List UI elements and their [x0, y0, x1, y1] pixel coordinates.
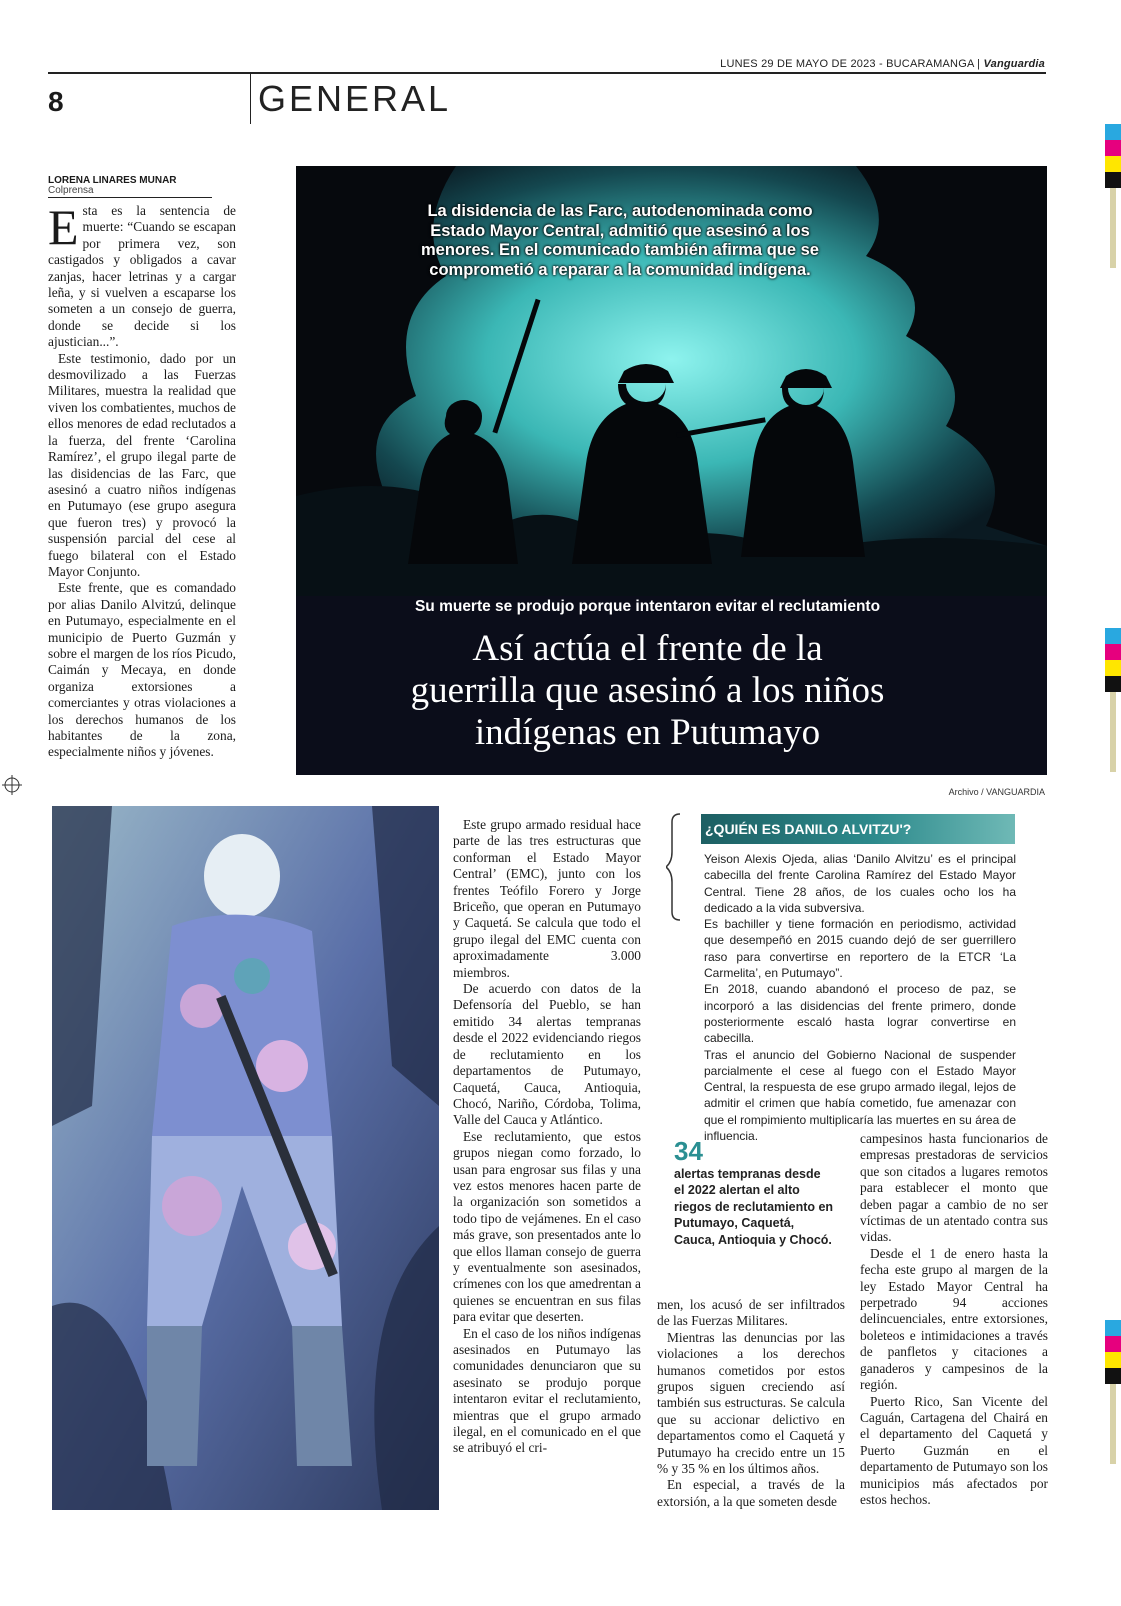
- body-paragraph: campesinos hasta funcionarios de empresas prestadoras de servicios que son citados a lugares remotos para establecer el monto que deben pagar a cambio de no ser víctimas de un atentado contra sus vidas.: [860, 1131, 1048, 1245]
- soldier-photo: [52, 806, 439, 1510]
- body-paragraph: De acuerdo con datos de la Defensoría del Pueblo, se han emitido 34 alertas tempranas desde el 2022 evidenciando riegos de reclutamiento en los departamentos de Putumayo, Caquetá, Cauca, Antioquia, Chocó, Nariño, Córdoba, Tolima, Valle del Cauca y Atlántico.: [453, 981, 641, 1128]
- headline-line: Así actúa el frente de la: [472, 628, 823, 669]
- author-name: LORENA LINARES MUNAR: [48, 175, 177, 186]
- lead-column: [48, 199, 236, 761]
- body-paragraph: Mientras las denuncias por las violaciones a los derechos humanos cometidos por estos grupos siguen creciendo así también sus estructuras. Se calcula que su accionar delictivo en departamentos como el Caquetá y Putumayo ha crecido entre un 15 % y 35 % en los últimos años.: [657, 1329, 845, 1477]
- sidebar-title: ¿QUIÉN ES DANILO ALVITZU'?: [701, 814, 1015, 844]
- photo-credit: Archivo / VANGUARDIA: [948, 787, 1045, 797]
- registration-mark: [1105, 628, 1121, 772]
- agency-name: Colprensa: [48, 185, 94, 196]
- section-title: GENERAL: [258, 78, 452, 119]
- sidebar-paragraph: Tras el anuncio del Gobierno Nacional de suspender parcialmente el cese al fuego con el Estado Mayor Central, la respuesta de ese grupo armado ilegal, lejos de admitir el crimen que había cometido, fue amenazar con que el rompimiento multiplicaría las muertes en su área de influencia.: [704, 1047, 1016, 1144]
- section-divider: [250, 72, 251, 124]
- body-paragraph: men, los acusó de ser infiltrados de las Fuerzas Militares.: [657, 1297, 845, 1329]
- box-bracket: [666, 812, 696, 922]
- dateline: [720, 58, 1045, 70]
- body-column-d: [860, 1131, 1048, 1508]
- crosshair-icon: [2, 775, 22, 795]
- registration-mark: [1105, 1320, 1121, 1464]
- sidebar-body: [704, 851, 1016, 1144]
- body-paragraph: Ese reclutamiento, que estos grupos niegan como forzado, lo usan para engrosar sus filas y una vez estos menores hacen parte de la organización son sometidos a todo tipo de vejámenes. En el caso más grave, son presentados ante lo que ellos llaman consejo de guerra y eventualmente son asesinados, crímenes con los que amedrentan a quienes se encuentran en sus filas para evitar que deserten.: [453, 1128, 641, 1325]
- page-number: 8: [48, 86, 64, 117]
- body-paragraph: Puerto Rico, San Vicente del Caguán, Cartagena del Chairá en el departamento del Caquetá y Puerto Guzmán en el departamento de Putumayo son los municipios más afectados por estos hechos.: [860, 1393, 1048, 1507]
- sidebar-paragraph: Es bachiller y tiene formación en periodismo, actividad que desempeñó en 2015 cuando dejó de ser guerrillero raso para convertirse en reportero de la ETCR ‘La Carmelita’, en Putumayo”.: [704, 917, 1016, 981]
- lead-paragraph: Esta es la sentencia de muerte: “Cuando se escapan por primera vez, son castigados y obligados a cavar zanjas, hacer letrinas y a cargar leña, y si vuelven a escaparse los someten a un consejo de guerra, donde se decide si los ajustician...”.: [48, 199, 236, 350]
- hero-caption: La disidencia de las Farc, autodenominada como Estado Mayor Central, admitió que asesinó a los menores. En el comunicado también afirma que se comprometió a reparar a la comunidad indígena.: [421, 202, 819, 279]
- body-paragraph: En especial, a través de la extorsión, a la que someten desde: [657, 1477, 845, 1509]
- headline-line: indígenas en Putumayo: [474, 712, 821, 753]
- kicker: Su muerte se produjo porque intentaron evitar el reclutamiento: [414, 598, 881, 615]
- header-rule: [48, 72, 1046, 74]
- body-column-c: [657, 1297, 845, 1510]
- headline-line: guerrilla que asesinó a los niños: [410, 670, 885, 711]
- headline: [296, 628, 999, 754]
- stat-number: 34: [674, 1136, 703, 1166]
- body-paragraph: Desde el 1 de enero hasta la fecha este grupo al margen de la ley Estado Mayor Central ha perpetrado 94 acciones delincuenciales, entre extorsiones, boleteos e intimidaciones a través de panfletos y citaciones a ganaderos y campesinos de la región.: [860, 1245, 1048, 1393]
- body-column-middle: [453, 817, 641, 1457]
- dateline-text: LUNES 29 DE MAYO DE 2023 - BUCARAMANGA: [720, 58, 974, 70]
- sidebar-paragraph: En 2018, cuando abandonó el proceso de paz, se incorporó a las disidencias del frente primero, donde posteriormente escaló hasta lograr convertirse en cabecilla.: [704, 982, 1016, 1046]
- brand-logo: | Vanguardia: [977, 58, 1045, 70]
- registration-mark: [1105, 124, 1121, 268]
- lead-paragraph: Este frente, que es comandado por alias Danilo Alvitzú, delinque en Putumayo, especialmente en el municipio de Puerto Guzmán y sobre el margen de los ríos Picudo, Caimán y Mecaya, en donde organiza extorsiones a comerciantes y otras violaciones a los derechos humanos de los habitantes de la zona, especialmente niños y jóvenes.: [48, 580, 236, 760]
- body-paragraph: Este grupo armado residual hace parte de las tres estructuras que conforman el Estado Mayor Central’ (EMC), junto con los frentes Teófilo Forero y Jorge Briceño, que operan en Putumayo y Caquetá. Se calcula que todo el grupo ilegal del EMC cuenta con aproximadamente 3.000 miembros.: [453, 817, 641, 980]
- lead-paragraph: Este testimonio, dado por un desmovilizado a las Fuerzas Militares, muestra la realidad que viven los combatientes, muchos de ellos menores de edad reclutados a la fuerza, del frente ‘Carolina Ramírez’, el grupo ilegal parte de las disidencias de las Farc, que asesinó a cuatro niños indígenas en Putumayo (ese grupo asegura que fueron tres) y provocó la suspensión parcial del cese al fuego bilateral con el Estado Mayor Conjunto.: [48, 350, 236, 579]
- sidebar-paragraph: Yeison Alexis Ojeda, alias ‘Danilo Alvitzu’ es el principal cabecilla del frente Carolina Ramírez del Estado Mayor Central. Tiene 28 años, de los cuales ocho los ha dedicado a la vida subversiva.: [704, 852, 1016, 915]
- byline-rule: [48, 197, 212, 198]
- body-paragraph: En el caso de los niños indígenas asesinados en Putumayo las comunidades denunciaron que su asesinato se produjo porque intentaron evitar el reclutamiento, mientras que el grupo armado ilegal, en el comunicado en el que se atribuyó el cri-: [453, 1325, 641, 1456]
- dropcap: E: [48, 199, 79, 255]
- stat-text: alertas tempranas desde el 2022 alertan el alto riegos de reclutamiento en Putumayo, Caquetá, Cauca, Antioquia y Chocó.: [674, 1167, 834, 1247]
